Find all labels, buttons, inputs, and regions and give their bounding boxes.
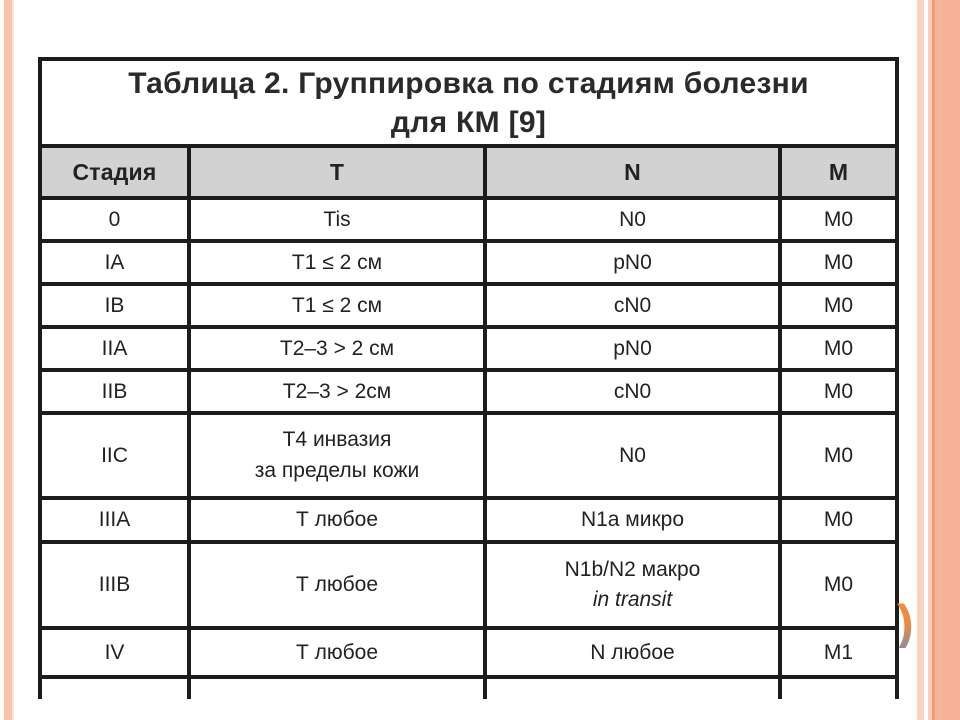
cropped-cell — [780, 677, 897, 699]
cell-n: N любое — [485, 628, 780, 677]
table-row — [40, 198, 897, 241]
table-row — [40, 413, 897, 498]
cell-m: М0 — [780, 284, 897, 327]
cell-m: М0 — [780, 241, 897, 284]
staging-table — [38, 57, 899, 699]
cell-t: Т2–3 > 2 см — [189, 327, 485, 370]
table-row — [40, 542, 897, 628]
cell-t: Tis — [189, 198, 485, 241]
table-row — [40, 370, 897, 413]
cropped-cell — [40, 677, 189, 699]
right-edge-stripe-5 — [943, 0, 960, 720]
cell-t: Т1 ≤ 2 см — [189, 284, 485, 327]
col-header-n: N — [485, 146, 780, 198]
table-row — [40, 327, 897, 370]
table-title-line1: Таблица 2. Группировка по стадиям болезни — [128, 66, 809, 100]
table-header-row — [40, 146, 897, 198]
cell-n: cN0 — [485, 370, 780, 413]
cell-t: Т любое — [189, 542, 485, 628]
cell-n: pN0 — [485, 241, 780, 284]
cell-m: М0 — [780, 327, 897, 370]
table-row — [40, 241, 897, 284]
left-edge-fade-stripe — [12, 0, 14, 720]
cell-stage: IIIA — [40, 498, 189, 542]
reference-mark: ) — [897, 595, 914, 651]
right-edge-stripe-1 — [917, 0, 924, 720]
cell-t: Т2–3 > 2см — [189, 370, 485, 413]
cell-n — [485, 542, 780, 628]
col-header-m: M — [780, 146, 897, 198]
cell-m: М0 — [780, 542, 897, 628]
left-edge-pink-stripe — [4, 0, 12, 720]
cell-t — [189, 413, 485, 498]
table-title — [40, 59, 897, 146]
cell-n: N0 — [485, 413, 780, 498]
cell-n: N0 — [485, 198, 780, 241]
cell-n: pN0 — [485, 327, 780, 370]
cropped-cell — [189, 677, 485, 699]
table-title-line2: для КМ [9] — [390, 105, 547, 139]
cell-n-line1: N1b/N2 макро — [564, 557, 701, 581]
staging-table-image — [38, 57, 899, 699]
cell-n: cN0 — [485, 284, 780, 327]
table-row — [40, 628, 897, 677]
cell-t-line2: за пределы кожи — [254, 458, 420, 482]
cell-stage: IB — [40, 284, 189, 327]
cell-stage: IIIB — [40, 542, 189, 628]
cell-stage: IIB — [40, 370, 189, 413]
col-header-t: T — [189, 146, 485, 198]
cell-m: М0 — [780, 198, 897, 241]
cropped-cell — [485, 677, 780, 699]
cell-stage: IIA — [40, 327, 189, 370]
cell-t-line1: Т4 инвазия — [282, 428, 392, 452]
cell-n-line2: in transit — [592, 588, 673, 611]
cell-m: М1 — [780, 628, 897, 677]
cell-stage: IIC — [40, 413, 189, 498]
cell-stage: IA — [40, 241, 189, 284]
cell-m: М0 — [780, 498, 897, 542]
cell-stage: 0 — [40, 198, 189, 241]
cropped-table-row — [40, 677, 897, 699]
cell-stage: IV — [40, 628, 189, 677]
table-row — [40, 284, 897, 327]
cell-n: N1a микро — [485, 498, 780, 542]
cell-t: Т любое — [189, 498, 485, 542]
right-edge-stripe-4 — [935, 0, 943, 720]
table-title-row — [40, 59, 897, 146]
col-header-stage: Стадия — [40, 146, 189, 198]
cell-m: М0 — [780, 413, 897, 498]
cell-t: Т любое — [189, 628, 485, 677]
cell-m: М0 — [780, 370, 897, 413]
table-row — [40, 498, 897, 542]
cell-t: Т1 ≤ 2 см — [189, 241, 485, 284]
